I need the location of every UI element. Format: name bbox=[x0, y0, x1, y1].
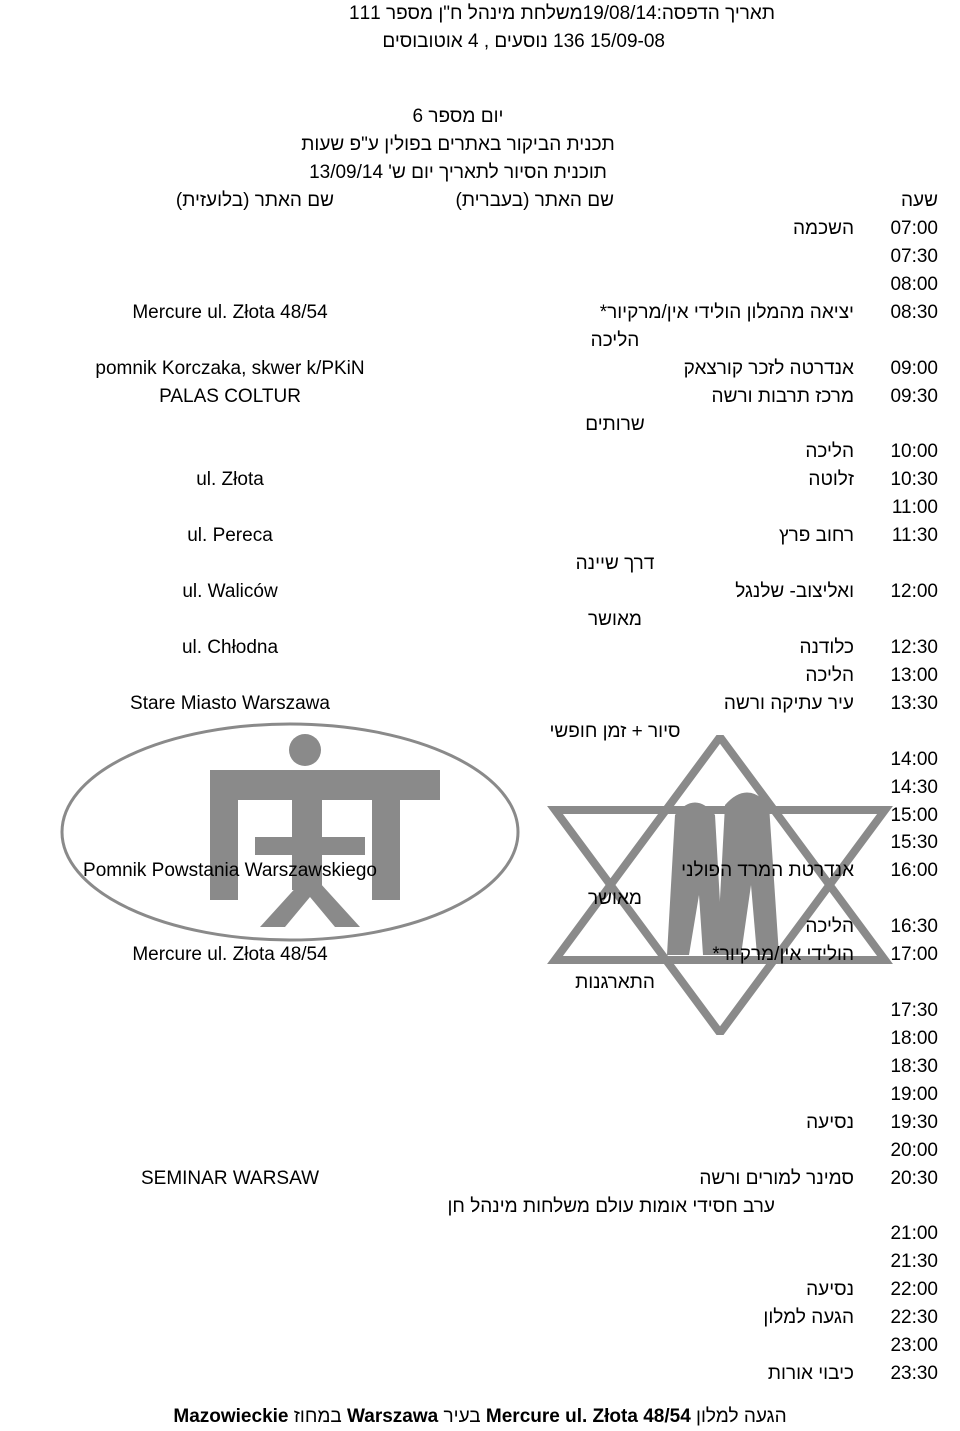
row-time: 08:30 bbox=[890, 301, 938, 323]
row-time: 09:30 bbox=[890, 385, 938, 407]
table-row bbox=[0, 466, 960, 494]
row-time: 14:00 bbox=[890, 748, 938, 770]
row-time: 16:30 bbox=[890, 916, 938, 938]
row-time: 18:30 bbox=[890, 1055, 938, 1077]
row-site-hebrew: הליכה bbox=[805, 916, 854, 938]
row-site-hebrew: הליכה bbox=[590, 329, 640, 351]
table-row bbox=[0, 1137, 960, 1165]
print-header-line: תאריך הדפסה:19/08/14משלחת מינהל ח"ן מספר 111 bbox=[349, 3, 775, 24]
table-row bbox=[0, 494, 960, 522]
row-site-hebrew: כלודנה bbox=[799, 636, 854, 658]
row-site-hebrew: הולידי אין/מרקיור* bbox=[712, 944, 854, 966]
delegation-info-line: 15/09-08 136 נוסעים , 4 אוטובוסים bbox=[382, 31, 665, 52]
row-site-hebrew: דרך שיינה bbox=[575, 553, 655, 575]
table-row bbox=[0, 885, 960, 913]
table-row bbox=[0, 1332, 960, 1360]
row-time: 15:00 bbox=[890, 804, 938, 826]
row-time: 21:30 bbox=[890, 1251, 938, 1273]
footer-text: הגעה למלון bbox=[690, 1406, 787, 1427]
row-time: 23:00 bbox=[890, 1335, 938, 1357]
row-time: 23:30 bbox=[890, 1363, 938, 1385]
row-time: 13:00 bbox=[890, 664, 938, 686]
row-site-latin: Stare Miasto Warszawa bbox=[130, 692, 330, 714]
row-site-latin: ul. Pereca bbox=[187, 525, 273, 547]
table-row bbox=[0, 969, 960, 997]
row-time: 12:00 bbox=[890, 581, 938, 603]
table-row bbox=[0, 941, 960, 969]
table-row bbox=[0, 913, 960, 941]
tour-date-title: תוכנית הסיור לתאריך יום ש' 13/09/14 bbox=[309, 162, 607, 183]
column-header-latin: שם האתר (בלועזית) bbox=[175, 190, 334, 211]
row-site-latin: Pomnik Powstania Warszawskiego bbox=[83, 860, 377, 882]
row-time: 07:00 bbox=[890, 218, 938, 239]
table-row bbox=[0, 327, 960, 355]
row-time: 16:00 bbox=[890, 860, 938, 882]
row-site-hebrew: סיור + זמן חופשי bbox=[549, 720, 681, 742]
row-site-latin: Mercure ul. Złota 48/54 bbox=[132, 944, 328, 966]
row-time: 09:00 bbox=[890, 357, 938, 379]
row-time: 17:30 bbox=[890, 1000, 938, 1022]
row-site-hebrew: אנדרטת המרד הפולני bbox=[681, 860, 854, 882]
table-row bbox=[0, 1025, 960, 1053]
row-site-hebrew: השכמה bbox=[793, 218, 854, 239]
footer-hotel: Mercure ul. Złota 48/54 bbox=[485, 1406, 691, 1427]
visit-plan-title: תכנית הביקור באתרים בפולין ע"פ שעות bbox=[301, 134, 615, 155]
row-time: 18:00 bbox=[890, 1027, 938, 1049]
row-site-latin: pomnik Korczaka, skwer k/PKiN bbox=[95, 357, 365, 379]
table-row bbox=[0, 997, 960, 1025]
table-row bbox=[0, 1304, 960, 1332]
table-row bbox=[0, 411, 960, 439]
table-row bbox=[0, 383, 960, 411]
row-site-hebrew: עיר עתיקה ורשה bbox=[723, 692, 854, 714]
table-row bbox=[0, 1165, 960, 1193]
row-time: 10:30 bbox=[890, 469, 938, 491]
row-site-latin: PALAS COLTUR bbox=[159, 385, 301, 407]
row-site-latin: ul. Waliców bbox=[182, 581, 278, 603]
table-row bbox=[0, 438, 960, 466]
table-row bbox=[0, 243, 960, 271]
row-time: 21:00 bbox=[890, 1223, 938, 1245]
row-time: 08:00 bbox=[890, 273, 938, 295]
table-row bbox=[0, 578, 960, 606]
table-row bbox=[0, 1193, 960, 1221]
row-site-hebrew: הגעה למלון bbox=[763, 1307, 854, 1329]
row-time: 20:00 bbox=[890, 1139, 938, 1161]
row-site-hebrew: נסיעה bbox=[806, 1279, 854, 1301]
row-site-hebrew: סמינר למורים ורשה bbox=[699, 1167, 854, 1189]
table-row bbox=[0, 606, 960, 634]
table-row bbox=[0, 718, 960, 746]
row-site-hebrew: אנדרטה לזכר קורצאק bbox=[683, 357, 854, 379]
row-site-hebrew: הליכה bbox=[805, 664, 854, 686]
table-row bbox=[0, 215, 960, 243]
table-row bbox=[0, 1109, 960, 1137]
table-row bbox=[0, 299, 960, 327]
row-site-latin: ul. Złota bbox=[196, 469, 264, 491]
row-site-latin: ul. Chłodna bbox=[181, 636, 279, 658]
table-row bbox=[0, 1081, 960, 1109]
row-time: 15:30 bbox=[890, 832, 938, 854]
row-site-hebrew: מאושר bbox=[588, 609, 642, 631]
column-header-hebrew: שם האתר (בעברית) bbox=[455, 190, 614, 211]
row-time: 22:00 bbox=[890, 1279, 938, 1301]
row-time: 22:30 bbox=[890, 1307, 938, 1329]
row-time: 10:00 bbox=[890, 441, 938, 463]
row-site-latin: SEMINAR WARSAW bbox=[140, 1167, 320, 1189]
footer-text: במחוז bbox=[288, 1406, 348, 1427]
table-row bbox=[0, 774, 960, 802]
row-time: 07:30 bbox=[890, 245, 938, 267]
row-site-hebrew: ערב חסידי אומות עולם משלחות מינהל חן bbox=[447, 1195, 775, 1217]
row-site-hebrew: הליכה bbox=[805, 441, 854, 463]
row-site-hebrew: ואליצוב- שלנגל bbox=[735, 581, 854, 603]
table-row bbox=[0, 746, 960, 774]
row-site-hebrew: מאושר bbox=[588, 888, 642, 910]
row-time: 19:00 bbox=[890, 1083, 938, 1105]
row-site-hebrew: זלוטה bbox=[808, 469, 854, 491]
footer-region: Mazowieckie bbox=[173, 1406, 289, 1427]
row-time: 13:30 bbox=[890, 692, 938, 714]
table-row bbox=[0, 634, 960, 662]
row-site-hebrew: כיבוי אורות bbox=[767, 1363, 854, 1385]
table-row bbox=[0, 522, 960, 550]
row-site-latin: Mercure ul. Złota 48/54 bbox=[132, 301, 328, 323]
row-time: 11:30 bbox=[891, 525, 938, 547]
table-row bbox=[0, 355, 960, 383]
row-time: 20:30 bbox=[890, 1167, 938, 1189]
row-time: 12:30 bbox=[890, 636, 938, 658]
table-row bbox=[0, 829, 960, 857]
table-row bbox=[0, 690, 960, 718]
row-site-hebrew: מרכז תרבות ורשה bbox=[711, 385, 854, 407]
row-time: 11:00 bbox=[891, 497, 938, 519]
table-row bbox=[0, 1053, 960, 1081]
row-time: 14:30 bbox=[890, 776, 938, 798]
footer-text: בעיר bbox=[438, 1406, 486, 1427]
table-row bbox=[0, 802, 960, 830]
row-site-hebrew: שרותים bbox=[585, 413, 645, 435]
day-number-title: יום מספר 6 bbox=[412, 106, 504, 127]
table-row bbox=[0, 271, 960, 299]
row-time: 17:00 bbox=[890, 944, 938, 966]
hotel-arrival-footer bbox=[0, 1403, 960, 1431]
table-row bbox=[0, 1276, 960, 1304]
row-site-hebrew: התארגנות bbox=[575, 972, 655, 994]
table-row bbox=[0, 1360, 960, 1388]
row-site-hebrew: יציאה מהמלון הולידי אין/מרקיור* bbox=[599, 301, 854, 323]
column-header-time: שעה bbox=[901, 190, 938, 211]
table-row bbox=[0, 857, 960, 885]
table-row bbox=[0, 550, 960, 578]
row-time: 19:30 bbox=[890, 1111, 938, 1133]
row-site-hebrew: נסיעה bbox=[806, 1111, 854, 1133]
table-row bbox=[0, 1248, 960, 1276]
table-row bbox=[0, 662, 960, 690]
table-row bbox=[0, 1220, 960, 1248]
row-site-hebrew: רחוב פרץ bbox=[779, 525, 854, 547]
footer-city: Warszawa bbox=[347, 1406, 439, 1427]
